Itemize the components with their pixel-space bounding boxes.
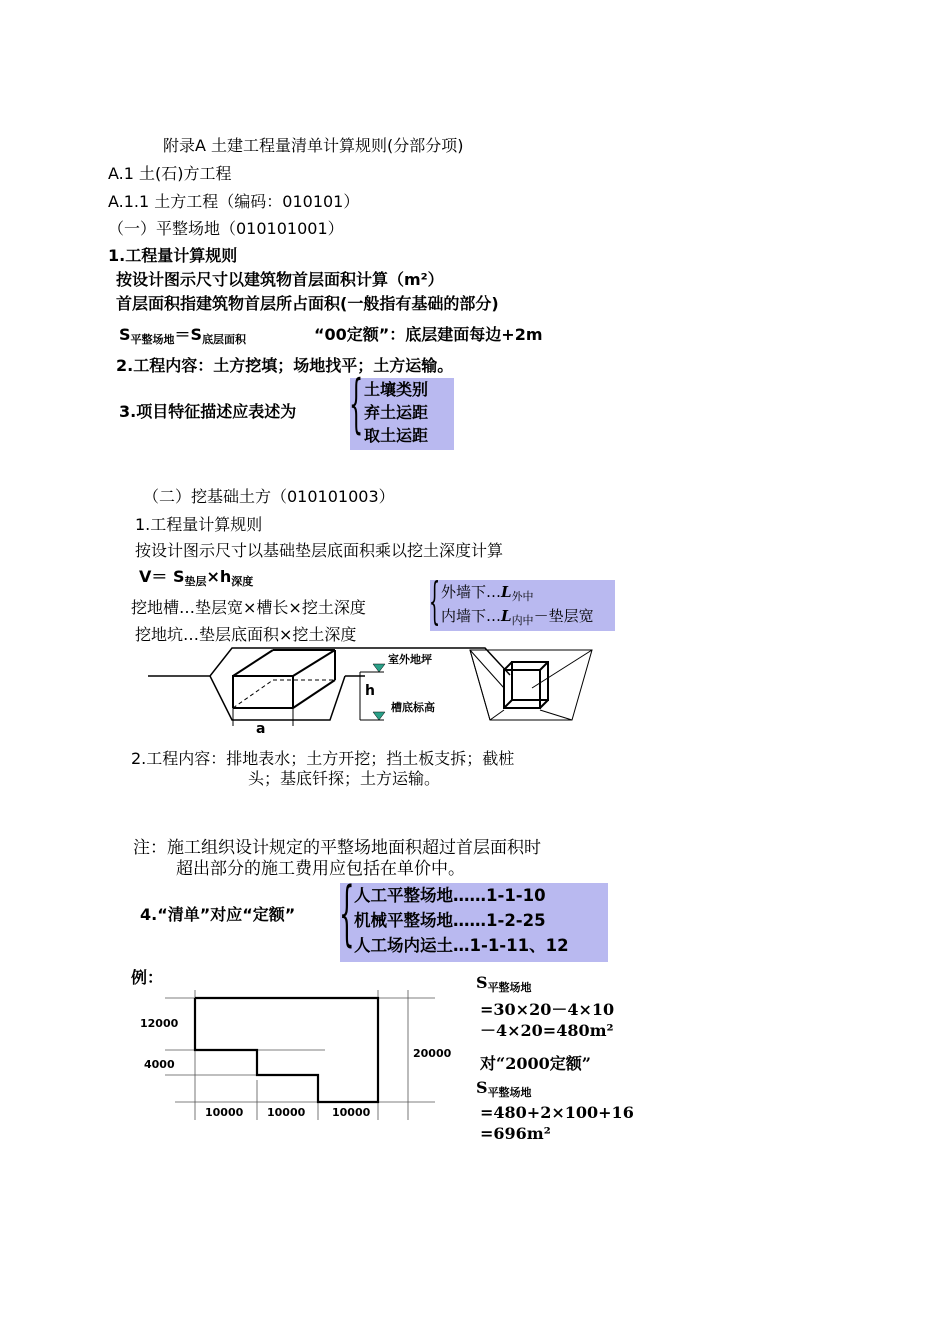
part2-rule1: 按设计图示尺寸以基础垫层底面积乘以挖土深度计算	[135, 541, 504, 560]
calc-line4: =696m²	[480, 1124, 551, 1143]
trench-slope	[210, 676, 345, 720]
section-a11: A.1.1 土方工程（编码：010101）	[108, 192, 360, 211]
part1-feature-label: 3.项目特征描述应表述为	[119, 402, 297, 421]
quota-brace: {	[339, 872, 355, 954]
part1-formula-note: “00定额”：底层建面每边+2m	[314, 325, 543, 344]
trench-outer: 外墙下$\dots L_{外中}$	[441, 583, 534, 603]
outdoor-level-marker	[373, 664, 385, 672]
part1-content: 2.工程内容：土方挖填；场地找平；土方运输。	[116, 356, 454, 375]
dim-20000: 20000	[413, 1047, 452, 1060]
feature-item-1: 土壤类别	[364, 380, 429, 399]
quota-item-3: 人工场内运土…1-1-11、12	[354, 936, 569, 955]
excavation-diagram	[140, 640, 610, 740]
label-outdoor: 室外地坪	[388, 653, 432, 666]
part2-formula: $V= S_{垫层}\times h_{深度}$	[139, 567, 254, 588]
dim-bottom-1: 10000	[205, 1106, 244, 1119]
part2-pit-line: 挖地坑…垫层底面积×挖土深度	[135, 625, 357, 644]
label-a: a	[256, 721, 266, 737]
part1-title: （一）平整场地（010101001）	[108, 219, 344, 238]
part2-rule-heading: 1.工程量计算规则	[135, 515, 263, 534]
calc-s: $S_{平整场地}$	[476, 973, 532, 994]
section-a1: A.1 土(石)方工程	[108, 164, 232, 183]
part2-title: （二）挖基础土方（010101003）	[143, 487, 395, 506]
pit-outline	[470, 650, 592, 720]
part1-formula: $S_{平整场地}=S_{底层面积}$	[119, 325, 247, 346]
dim-bottom-2: 10000	[267, 1106, 306, 1119]
part2-trench-line: 挖地槽…垫层宽×槽长×挖土深度	[131, 598, 366, 617]
part2-content-line2: 头；基底钎探；土方运输。	[248, 769, 441, 788]
label-bottom: 槽底标高	[391, 701, 435, 714]
dim-12000: 12000	[140, 1017, 179, 1030]
feature-item-3: 取土运距	[364, 426, 429, 445]
dim-4000: 4000	[144, 1058, 175, 1071]
trench-brace: {	[429, 572, 441, 630]
quota-item-2: 机械平整场地……1-2-25	[354, 911, 546, 930]
page-title: 附录A 土建工程量清单计算规则(分部分项)	[163, 136, 464, 155]
trench-ground-line	[148, 648, 510, 676]
calc-dingee: 对“2000定额”	[480, 1054, 591, 1073]
label-h: h	[365, 683, 375, 699]
quota-item-1: 人工平整场地……1-1-10	[354, 886, 546, 905]
calc-s2: $S_{平整场地}$	[476, 1078, 532, 1099]
part1-rule1: 按设计图示尺寸以建筑物首层面积计算（m²）	[116, 270, 444, 289]
part2-content-line1: 2.工程内容：排地表水；土方开挖；挡土板支拆；截桩	[131, 749, 515, 768]
dim-bottom-3: 10000	[332, 1106, 371, 1119]
part1-rule2: 首层面积指建筑物首层所占面积(一般指有基础的部分)	[116, 294, 499, 313]
calc-line2: －4×20=480m²	[480, 1021, 614, 1040]
feature-brace: {	[349, 367, 364, 441]
trench-inner: 内墙下$\dots L_{内中}-$垫层宽	[441, 607, 594, 627]
feature-item-2: 弃土运距	[364, 403, 429, 422]
example-plan	[135, 990, 452, 1130]
quota-label: 4.“清单”对应“定额”	[140, 905, 296, 924]
part1-rule-heading: 1.工程量计算规则	[108, 246, 238, 265]
note-line1: 注：施工组织设计规定的平整场地面积超过首层面积时	[133, 838, 541, 858]
calc-line1: =30×20－4×10	[480, 1000, 615, 1019]
example-label: 例：	[131, 968, 164, 987]
note-line2: 超出部分的施工费用应包括在单价中。	[176, 859, 465, 879]
bottom-level-marker	[373, 712, 385, 720]
calc-line3: =480+2×100+16	[480, 1103, 634, 1122]
